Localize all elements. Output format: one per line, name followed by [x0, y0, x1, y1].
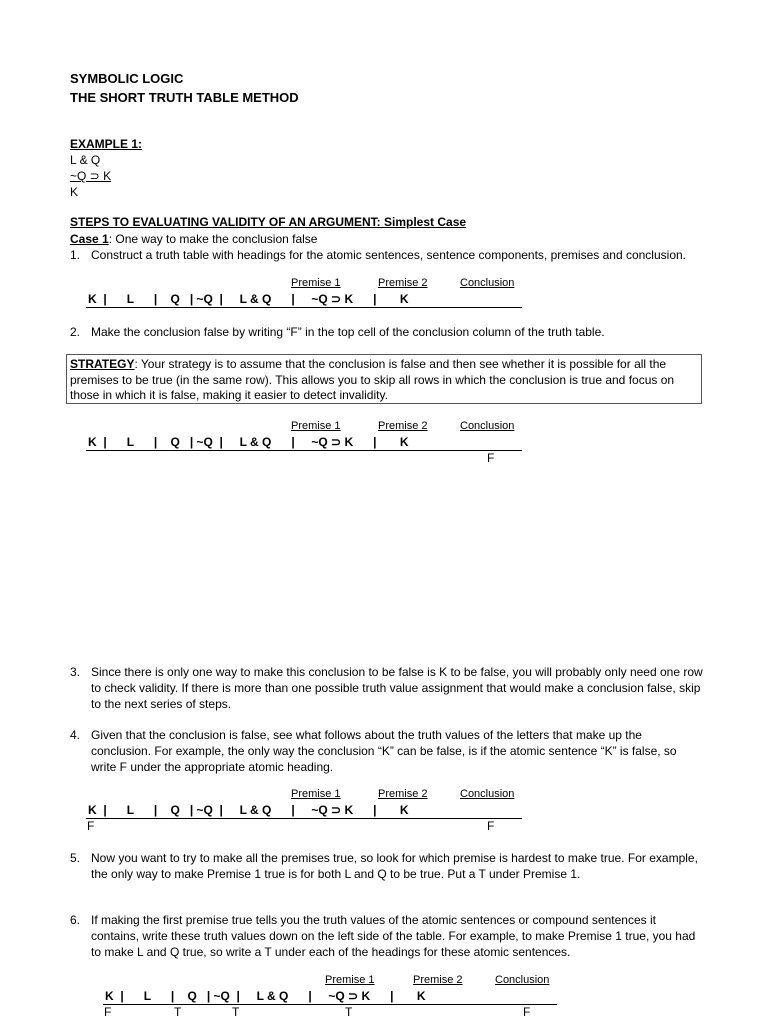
- cell-conclusion: F: [487, 819, 495, 833]
- example-label: EXAMPLE 1:: [70, 137, 143, 151]
- table-header-underline: [86, 450, 522, 451]
- step-2-text: Make the conclusion false by writing “F” in the top cell of the conclusion column of the truth table.: [91, 325, 605, 339]
- conclusion-label: Conclusion: [460, 420, 515, 432]
- step-1-number: 1.: [70, 248, 81, 262]
- table-header-row: K | L | Q | ~Q | L & Q | ~Q ⊃ K | K: [88, 435, 409, 449]
- cell-q: T: [232, 1005, 240, 1019]
- step-6-number: 6.: [70, 913, 81, 927]
- premise-2-label: Premise 2: [413, 974, 463, 986]
- cell-k: F: [104, 1005, 112, 1019]
- premise-1-label: Premise 1: [291, 420, 341, 432]
- strategy-label: STRATEGY: [70, 357, 135, 371]
- step-5-number: 5.: [70, 851, 81, 865]
- premise-2-label: Premise 2: [378, 420, 428, 432]
- doc-title: SYMBOLIC LOGIC: [70, 71, 184, 86]
- step-3-text: Since there is only one way to make this conclusion to be false is K to be false, you will probably only need one row to check validity. If there is more than one possible truth value assignment that would make a conclusion false, skip to the next series of steps.: [91, 665, 703, 711]
- example-premise-2: ~Q ⊃ K: [70, 169, 112, 183]
- step-4-text: Given that the conclusion is false, see what follows about the truth values of the letters that make up the conclusion. For example, the only way the conclusion “K” can be false, is if the atomic sentence “K” is false, so write F under the appropriate atomic heading.: [91, 728, 677, 774]
- case-1-line: [70, 232, 317, 247]
- table-header-row: K | L | Q | ~Q | L & Q | ~Q ⊃ K | K: [88, 292, 409, 306]
- case-1-text: : One way to make the conclusion false: [108, 232, 318, 246]
- cell-conclusion: F: [487, 451, 495, 465]
- cell-l: T: [174, 1005, 182, 1019]
- step-6-text: If making the first premise true tells you the truth values of the atomic sentences or compound sentences it contains, write these truth values down on the left side of the table. For example, to make Premise 1 true, you had to make L and Q true, so write a T under each of the headings for these atomic sentences.: [91, 913, 696, 959]
- premise-2-label: Premise 2: [378, 277, 428, 289]
- example-conclusion: K: [70, 185, 79, 199]
- cell-premise-1: T: [345, 1005, 353, 1019]
- step-1-text: Construct a truth table with headings for the atomic sentences, sentence components, premises and conclusion.: [91, 248, 686, 262]
- cell-k: F: [87, 819, 95, 833]
- strategy-text: : Your strategy is to assume that the conclusion is false and then see whether it is possible for all the premises to be true (in the same row). This allows you to skip all rows in which the conclusion is true and focus on those in which it is false, making it easier to detect invalidity.: [70, 357, 675, 402]
- step-2-number: 2.: [70, 325, 81, 339]
- premise-1-label: Premise 1: [291, 788, 341, 800]
- table-header-row: K | L | Q | ~Q | L & Q | ~Q ⊃ K | K: [88, 803, 409, 817]
- strategy-box: [66, 354, 702, 404]
- step-5-text: Now you want to try to make all the premises true, so look for which premise is hardest to make true. For example, the only way to make Premise 1 true is for both L and Q to be true. Put a T under Premise 1.: [91, 851, 698, 881]
- conclusion-label: Conclusion: [460, 788, 515, 800]
- conclusion-label: Conclusion: [460, 277, 515, 289]
- cell-conclusion: F: [523, 1005, 531, 1019]
- case-1-label: Case 1: [70, 232, 109, 246]
- table-header-underline: [103, 1004, 557, 1005]
- conclusion-label: Conclusion: [495, 974, 550, 986]
- premise-2-label: Premise 2: [378, 788, 428, 800]
- premise-1-label: Premise 1: [291, 277, 341, 289]
- table-header-underline: [86, 307, 522, 308]
- table-header-underline: [86, 818, 522, 819]
- doc-subtitle: THE SHORT TRUTH TABLE METHOD: [70, 90, 299, 105]
- table-header-row: K | L | Q | ~Q | L & Q | ~Q ⊃ K | K: [105, 989, 426, 1003]
- example-premise-1: L & Q: [70, 153, 101, 167]
- premise-1-label: Premise 1: [325, 974, 375, 986]
- step-4-number: 4.: [70, 728, 81, 742]
- step-3-number: 3.: [70, 665, 81, 679]
- steps-heading: STEPS TO EVALUATING VALIDITY OF AN ARGUMENT: Simplest Case: [70, 215, 467, 229]
